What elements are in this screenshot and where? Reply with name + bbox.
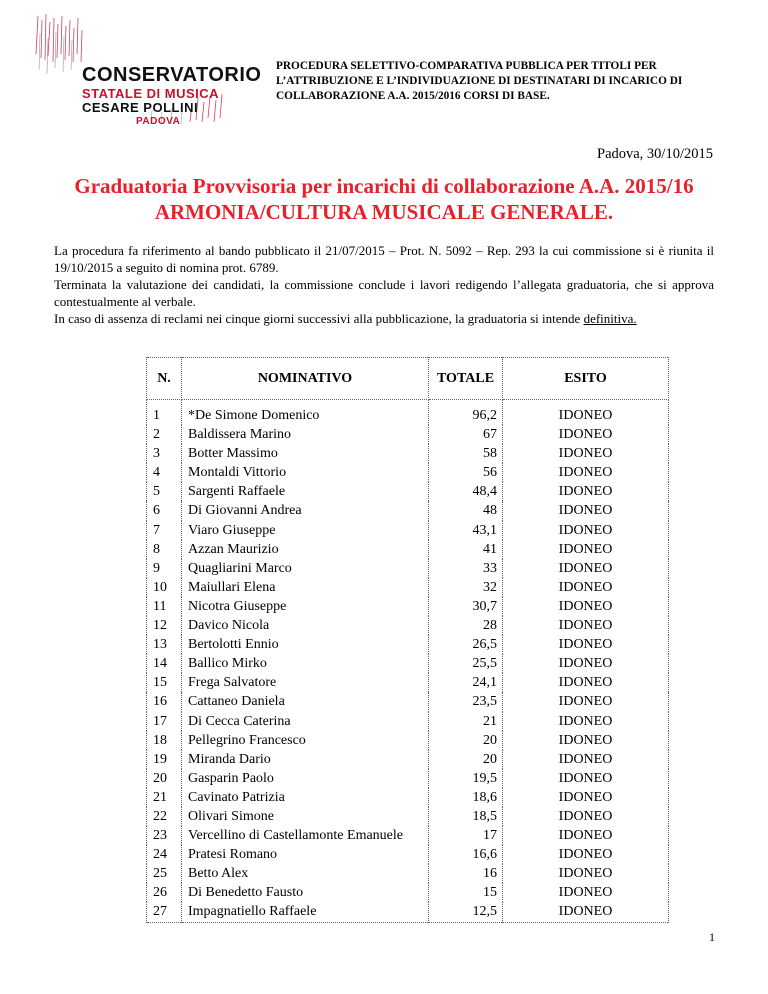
row-number: 5 xyxy=(147,482,182,501)
row-name: Di Benedetto Fausto xyxy=(182,883,429,902)
row-total: 20 xyxy=(429,731,503,750)
row-number: 27 xyxy=(147,902,182,922)
row-name: Botter Massimo xyxy=(182,444,429,463)
row-total: 25,5 xyxy=(429,654,503,673)
row-name: Gasparin Paolo xyxy=(182,769,429,788)
row-total: 16,6 xyxy=(429,845,503,864)
row-outcome: IDONEO xyxy=(503,635,669,654)
row-outcome: IDONEO xyxy=(503,673,669,692)
row-name: Quagliarini Marco xyxy=(182,559,429,578)
table-row xyxy=(147,559,669,578)
row-outcome: IDONEO xyxy=(503,521,669,540)
row-name: Maiullari Elena xyxy=(182,578,429,597)
table-row xyxy=(147,788,669,807)
row-total: 17 xyxy=(429,826,503,845)
logo-text-pollini: CESARE POLLINI xyxy=(82,100,199,115)
row-name: Pellegrino Francesco xyxy=(182,731,429,750)
row-total: 21 xyxy=(429,712,503,731)
row-number: 2 xyxy=(147,425,182,444)
table-row xyxy=(147,692,669,711)
row-number: 12 xyxy=(147,616,182,635)
table-row xyxy=(147,769,669,788)
row-total: 18,6 xyxy=(429,788,503,807)
row-outcome: IDONEO xyxy=(503,616,669,635)
row-total: 48,4 xyxy=(429,482,503,501)
row-number: 14 xyxy=(147,654,182,673)
row-name: Baldissera Marino xyxy=(182,425,429,444)
intro-paragraph-1: La procedura fa riferimento al bando pubblicato il 21/07/2015 – Prot. N. 5092 – Rep. 293 la cui commissione si è riunita il 19/10/2015 a seguito di nomina prot. 6789. xyxy=(54,243,714,275)
intro-text xyxy=(54,242,714,327)
row-outcome: IDONEO xyxy=(503,788,669,807)
table-row xyxy=(147,578,669,597)
row-number: 26 xyxy=(147,883,182,902)
row-name: Vercellino di Castellamonte Emanuele xyxy=(182,826,429,845)
row-total: 15 xyxy=(429,883,503,902)
row-total: 67 xyxy=(429,425,503,444)
row-number: 22 xyxy=(147,807,182,826)
logo-text-padova: PADOVA xyxy=(136,116,181,127)
row-name: Bertolotti Ennio xyxy=(182,635,429,654)
row-total: 96,2 xyxy=(429,400,503,426)
table-row xyxy=(147,845,669,864)
row-name: Montaldi Vittorio xyxy=(182,463,429,482)
table-row xyxy=(147,616,669,635)
row-total: 33 xyxy=(429,559,503,578)
row-name: Frega Salvatore xyxy=(182,673,429,692)
table-row xyxy=(147,750,669,769)
row-number: 3 xyxy=(147,444,182,463)
row-number: 18 xyxy=(147,731,182,750)
table-row xyxy=(147,864,669,883)
row-outcome: IDONEO xyxy=(503,826,669,845)
intro-paragraph-3-text: In caso di assenza di reclami nei cinque giorni successivi alla pubblicazione, la graduatoria si intende xyxy=(54,311,584,326)
table-body xyxy=(147,400,669,923)
row-name: Viaro Giuseppe xyxy=(182,521,429,540)
row-outcome: IDONEO xyxy=(503,654,669,673)
row-outcome: IDONEO xyxy=(503,712,669,731)
ranking-table xyxy=(146,357,669,923)
intro-paragraph-3 xyxy=(54,310,714,327)
row-outcome: IDONEO xyxy=(503,883,669,902)
row-outcome: IDONEO xyxy=(503,864,669,883)
row-outcome: IDONEO xyxy=(503,845,669,864)
row-total: 19,5 xyxy=(429,769,503,788)
row-name: Ballico Mirko xyxy=(182,654,429,673)
header-outcome: ESITO xyxy=(503,358,669,400)
row-name: Davico Nicola xyxy=(182,616,429,635)
main-title xyxy=(0,173,768,225)
row-name: Di Giovanni Andrea xyxy=(182,501,429,520)
table-row xyxy=(147,501,669,520)
row-outcome: IDONEO xyxy=(503,750,669,769)
row-number: 13 xyxy=(147,635,182,654)
row-outcome: IDONEO xyxy=(503,559,669,578)
row-name: Olivari Simone xyxy=(182,807,429,826)
table-row xyxy=(147,826,669,845)
row-number: 15 xyxy=(147,673,182,692)
table-row xyxy=(147,731,669,750)
row-outcome: IDONEO xyxy=(503,463,669,482)
row-total: 43,1 xyxy=(429,521,503,540)
row-name: *De Simone Domenico xyxy=(182,400,429,426)
row-name: Impagnatiello Raffaele xyxy=(182,902,429,922)
table-row xyxy=(147,807,669,826)
table-row xyxy=(147,540,669,559)
header-n: N. xyxy=(147,358,182,400)
main-title-line2: ARMONIA/CULTURA MUSICALE GENERALE. xyxy=(154,200,614,224)
row-total: 28 xyxy=(429,616,503,635)
row-number: 11 xyxy=(147,597,182,616)
row-total: 12,5 xyxy=(429,902,503,922)
row-outcome: IDONEO xyxy=(503,482,669,501)
table-row xyxy=(147,521,669,540)
table-row xyxy=(147,654,669,673)
table-row xyxy=(147,712,669,731)
row-number: 21 xyxy=(147,788,182,807)
row-number: 7 xyxy=(147,521,182,540)
row-number: 10 xyxy=(147,578,182,597)
row-total: 32 xyxy=(429,578,503,597)
page-number: 1 xyxy=(709,930,715,944)
row-outcome: IDONEO xyxy=(503,769,669,788)
row-total: 24,1 xyxy=(429,673,503,692)
row-name: Sargenti Raffaele xyxy=(182,482,429,501)
conservatorio-logo xyxy=(32,14,262,127)
row-outcome: IDONEO xyxy=(503,540,669,559)
row-number: 19 xyxy=(147,750,182,769)
table-row xyxy=(147,425,669,444)
row-name: Betto Alex xyxy=(182,864,429,883)
row-total: 48 xyxy=(429,501,503,520)
row-total: 41 xyxy=(429,540,503,559)
row-total: 16 xyxy=(429,864,503,883)
table-row xyxy=(147,463,669,482)
row-total: 56 xyxy=(429,463,503,482)
row-total: 20 xyxy=(429,750,503,769)
table-row xyxy=(147,400,669,426)
table-row xyxy=(147,883,669,902)
row-name: Pratesi Romano xyxy=(182,845,429,864)
row-total: 30,7 xyxy=(429,597,503,616)
intro-definitiva: definitiva. xyxy=(583,311,637,326)
row-number: 25 xyxy=(147,864,182,883)
row-outcome: IDONEO xyxy=(503,692,669,711)
row-outcome: IDONEO xyxy=(503,501,669,520)
intro-paragraph-2: Terminata la valutazione dei candidati, la commissione conclude i lavori redigendo l’allegata graduatoria, che si approva contestualmente al verbale. xyxy=(54,277,714,309)
row-number: 1 xyxy=(147,400,182,426)
row-name: Miranda Dario xyxy=(182,750,429,769)
table-row xyxy=(147,482,669,501)
document-date: Padova, 30/10/2015 xyxy=(597,146,713,162)
row-name: Cattaneo Daniela xyxy=(182,692,429,711)
header-title: PROCEDURA SELETTIVO-COMPARATIVA PUBBLICA PER TITOLI PER L’ATTRIBUZIONE E L’INDIVIDUAZIONE DI DESTINATARI DI INCARICO DI COLLABORAZIONE A.A. 2015/2016 CORSI DI BASE. xyxy=(276,60,683,102)
table-header-row xyxy=(147,358,669,400)
row-number: 9 xyxy=(147,559,182,578)
row-number: 20 xyxy=(147,769,182,788)
row-outcome: IDONEO xyxy=(503,597,669,616)
row-number: 23 xyxy=(147,826,182,845)
row-outcome: IDONEO xyxy=(503,425,669,444)
row-number: 8 xyxy=(147,540,182,559)
row-outcome: IDONEO xyxy=(503,578,669,597)
row-name: Nicotra Giuseppe xyxy=(182,597,429,616)
table-row xyxy=(147,673,669,692)
row-outcome: IDONEO xyxy=(503,444,669,463)
row-outcome: IDONEO xyxy=(503,902,669,922)
row-number: 4 xyxy=(147,463,182,482)
logo-text-conservatorio: CONSERVATORIO xyxy=(82,64,262,86)
row-number: 6 xyxy=(147,501,182,520)
row-number: 17 xyxy=(147,712,182,731)
row-name: Cavinato Patrizia xyxy=(182,788,429,807)
table-row xyxy=(147,635,669,654)
table-row xyxy=(147,444,669,463)
row-total: 18,5 xyxy=(429,807,503,826)
row-number: 16 xyxy=(147,692,182,711)
table-row xyxy=(147,597,669,616)
logo-text-statale: STATALE DI MUSICA xyxy=(82,86,220,101)
row-total: 26,5 xyxy=(429,635,503,654)
row-name: Azzan Maurizio xyxy=(182,540,429,559)
row-total: 58 xyxy=(429,444,503,463)
table-row xyxy=(147,902,669,922)
header-name: NOMINATIVO xyxy=(182,358,429,400)
row-total: 23,5 xyxy=(429,692,503,711)
row-name: Di Cecca Caterina xyxy=(182,712,429,731)
row-outcome: IDONEO xyxy=(503,731,669,750)
main-title-line1: Graduatoria Provvisoria per incarichi di collaborazione A.A. 2015/16 xyxy=(74,174,694,198)
row-outcome: IDONEO xyxy=(503,400,669,426)
row-number: 24 xyxy=(147,845,182,864)
row-outcome: IDONEO xyxy=(503,807,669,826)
header-total: TOTALE xyxy=(429,358,503,400)
